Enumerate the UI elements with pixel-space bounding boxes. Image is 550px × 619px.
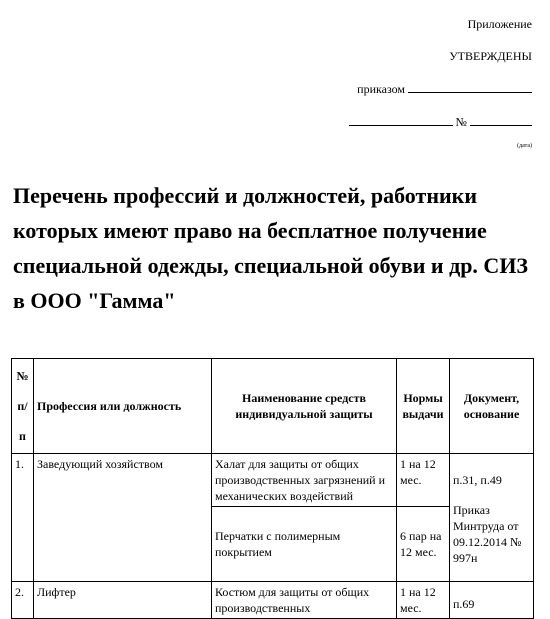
row-document [450,582,534,619]
approved-label: УТВЕРЖДЕНЫ [449,49,532,63]
document-order: Приказ Минтруда от 09.12.2014 № 997н [453,503,522,565]
ppe-table [11,358,534,619]
row-profession: Лифтер [34,582,212,619]
document-ref: п.69 [453,597,475,611]
appendix-label: Приложение [467,17,532,31]
row-number: 2. [12,582,34,619]
row-ppe-item: Перчатки с полимерным покрытием [212,507,397,582]
col-ppe-header: Наименование средств индивидуальной защиты [212,359,397,454]
col-norms-header: Нормы выдачи [397,359,450,454]
row-norm: 1 на 12 мес. [397,454,450,507]
table-header-row [12,359,534,454]
row-norm: 1 на 12 мес. [397,582,450,619]
order-label: приказом [357,82,405,96]
date-number-line [349,115,532,130]
row-ppe-item: Халат для защиты от общих производственных загрязнений и механических воздействий [212,454,397,507]
table-row [12,454,534,507]
number-blank [470,115,532,126]
row-number: 1. [12,454,34,582]
date-blank [349,115,453,126]
col-number-header: № п/п [12,359,34,454]
document-title: Перечень профессий и должностей, работники которых имеют право на бесплатное получение специальной одежды, специальной обуви и др. СИЗ в ООО "Гамма" [13,183,529,313]
row-document [450,454,534,582]
date-caption: (дата) [517,143,532,149]
row-profession: Заведующий хозяйством [34,454,212,582]
table-row [12,582,534,619]
col-profession-header: Профессия или должность [34,359,212,454]
number-sign: № [455,115,467,129]
row-ppe-item: Костюм для защиты от общих производственных [212,582,397,619]
document-ref: п.31, п.49 [453,473,502,487]
row-norm: 6 пар на 12 мес. [397,507,450,582]
order-blank [408,82,532,93]
col-document-header: Документ, основание [450,359,534,454]
order-line [357,82,532,97]
